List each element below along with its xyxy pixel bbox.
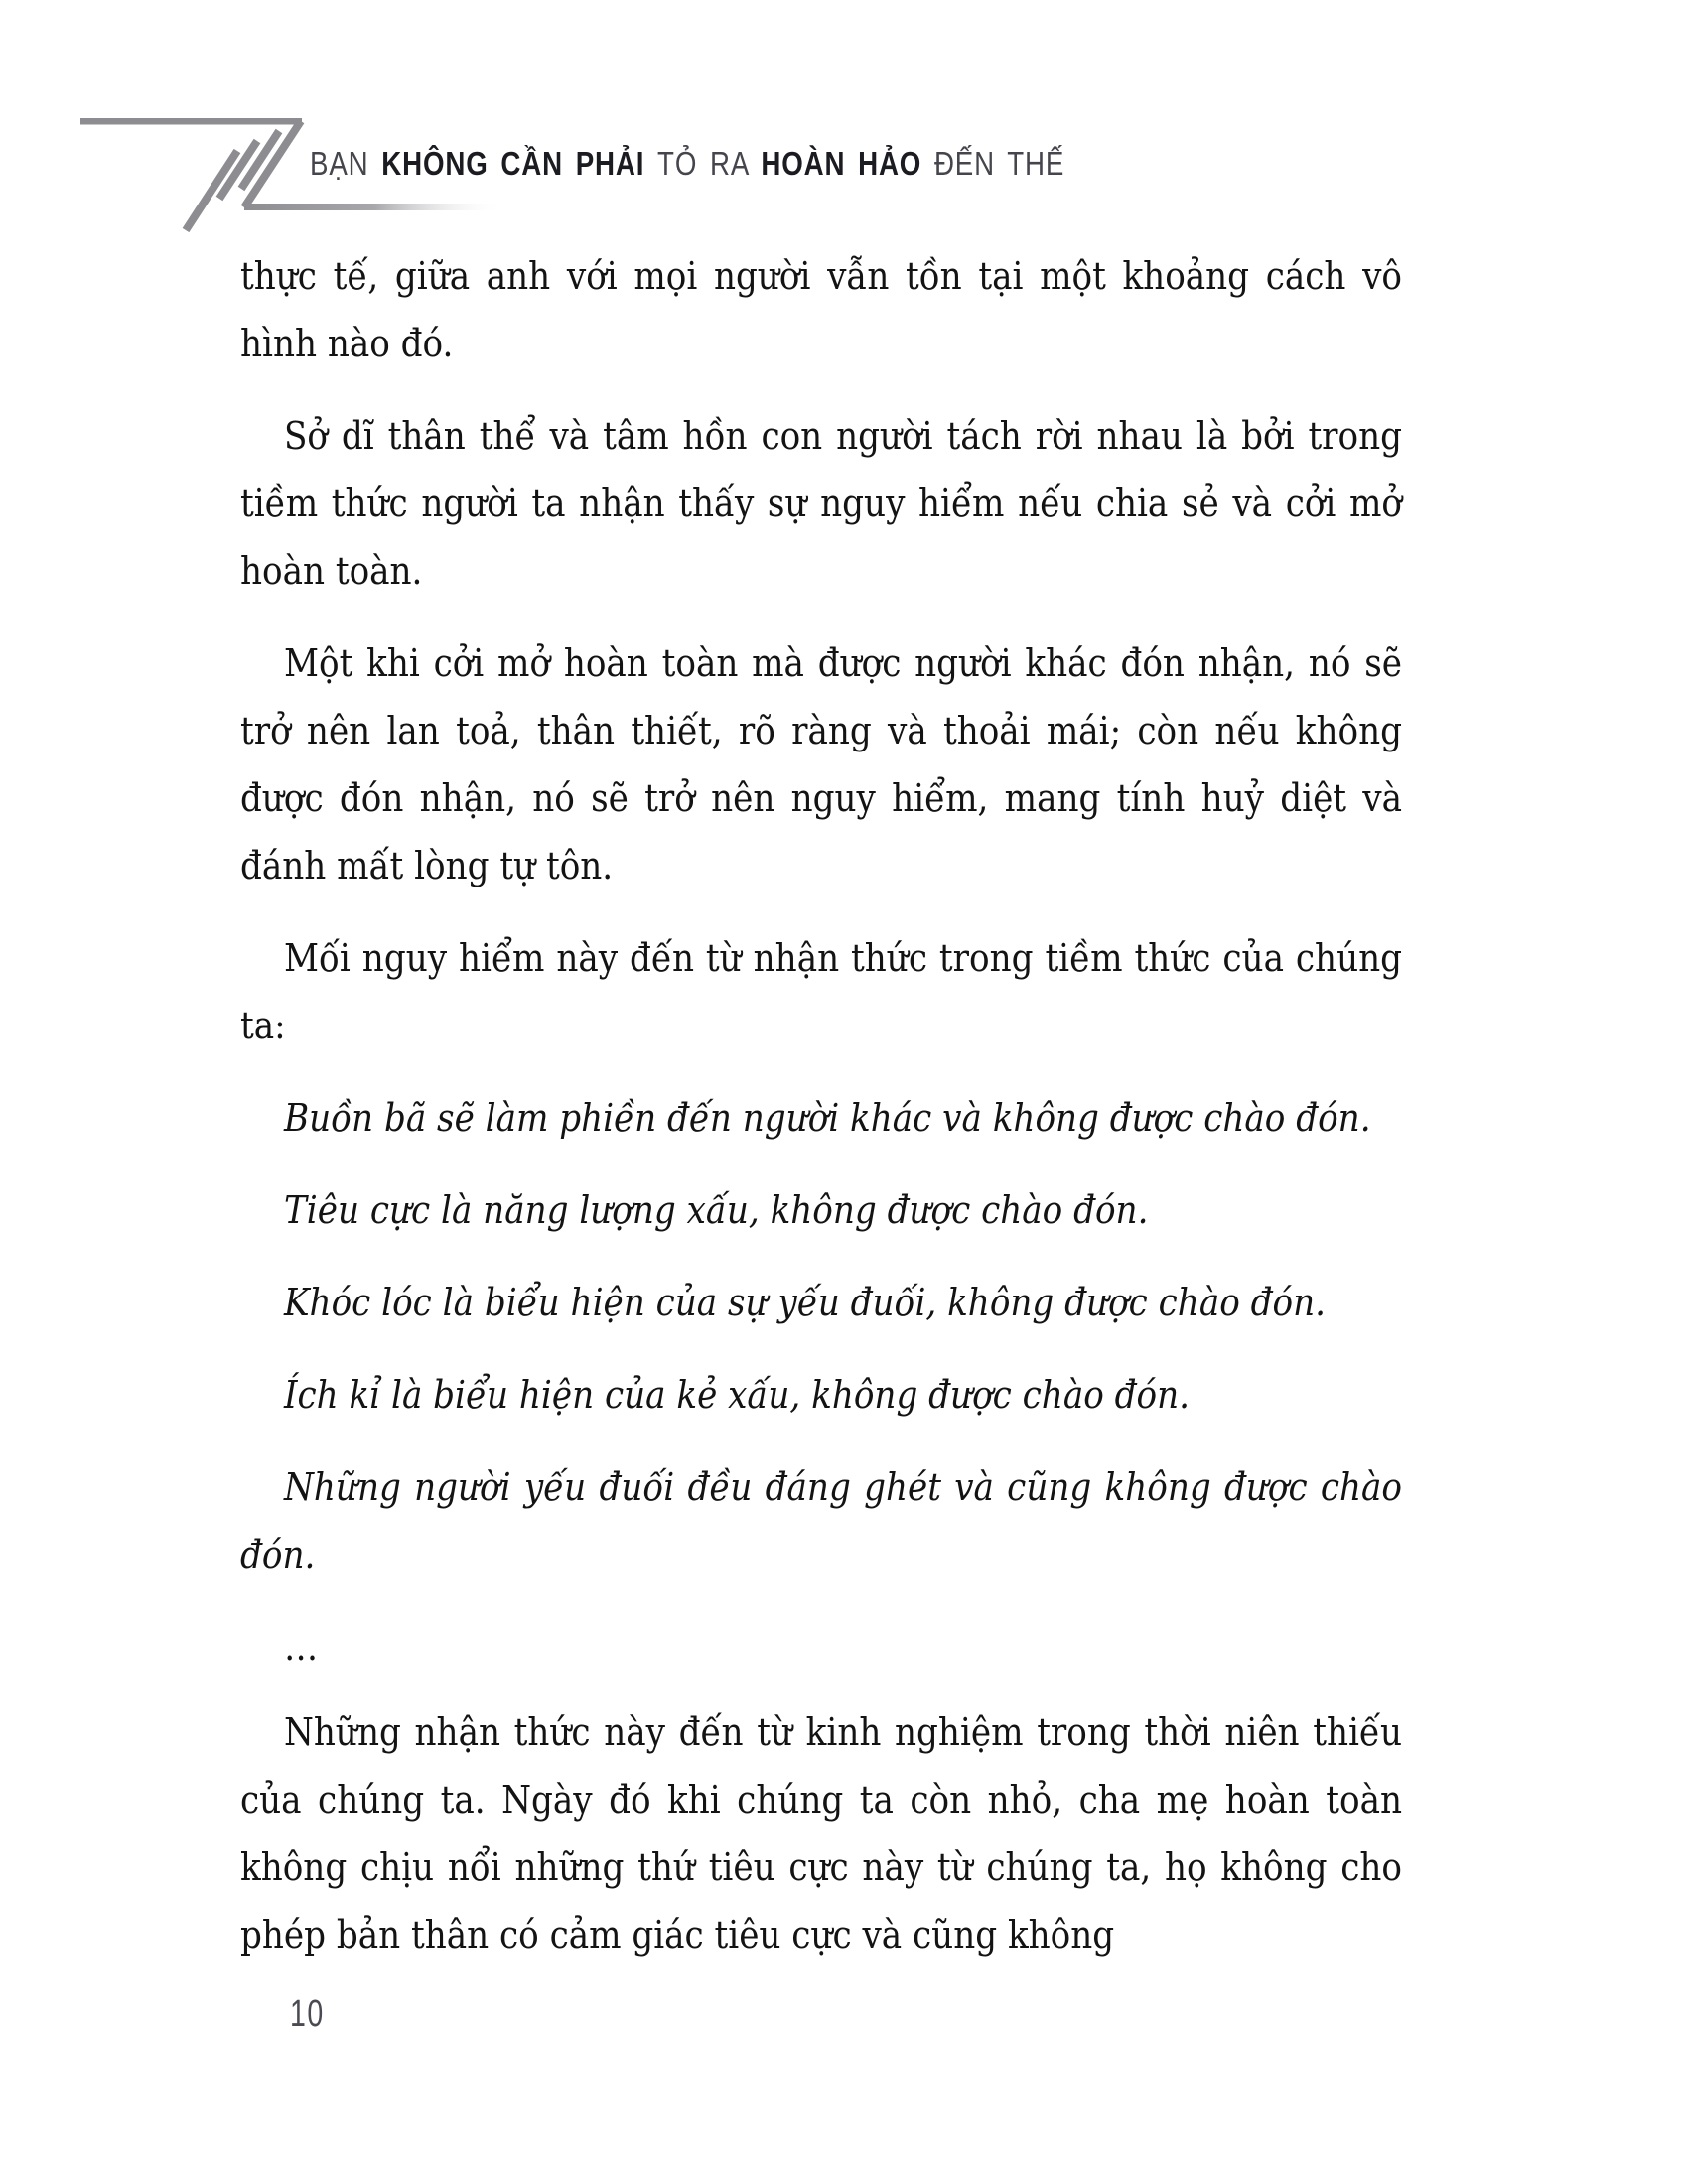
header-title-segment: TỎ RA [657, 145, 762, 182]
running-header-title [310, 147, 1064, 180]
header-title-segment: HOÀN HẢO [761, 145, 934, 182]
paragraph: Sở dĩ thân thể và tâm hồn con người tách rời nhau là bởi trong tiềm thức người ta nhận thấy sự nguy hiểm nếu chia sẻ và cởi mở hoàn toàn. [240, 414, 1402, 593]
header-title-segment: ĐẾN THẾ [933, 145, 1065, 182]
quote-paragraph: Tiêu cực là năng lượng xấu, không được chào đón. [284, 1188, 1149, 1232]
header-title-segment: KHÔNG CẦN PHẢI [381, 145, 658, 182]
quote-paragraph: Những người yếu đuối đều đáng ghét và cũng không được chào đón. [240, 1465, 1402, 1576]
quote-paragraph: Buồn bã sẽ làm phiền đến người khác và không được chào đón. [284, 1096, 1371, 1140]
quote-paragraph: Ích kỉ là biểu hiện của kẻ xấu, không được chào đón. [284, 1373, 1190, 1417]
quote-paragraph: Khóc lóc là biểu hiện của sự yếu đuối, không được chào đón. [284, 1281, 1326, 1324]
page-body-text [240, 242, 1402, 1993]
header-title-segment: BẠN [310, 145, 382, 182]
paragraph: Một khi cởi mở hoàn toàn mà được người khác đón nhận, nó sẽ trở nên lan toả, thân thiết, rõ ràng và thoải mái; còn nếu không được đón nhận, nó sẽ trở nên nguy hiểm, mang tính huỷ diệt và đánh mất lòng tự tôn. [240, 641, 1402, 887]
paragraph: Mối nguy hiểm này đến từ nhận thức trong tiềm thức của chúng ta: [240, 936, 1402, 1047]
ellipsis-line: … [284, 1625, 319, 1669]
paragraph: Những nhận thức này đến từ kinh nghiệm trong thời niên thiếu của chúng ta. Ngày đó khi chúng ta còn nhỏ, cha mẹ hoàn toàn không chịu nổi những thứ tiêu cực này từ chúng ta, họ không cho phép bản thân có cảm giác tiêu cực và cũng không [240, 1710, 1402, 1957]
page-number: 10 [290, 1993, 325, 2035]
paragraph: thực tế, giữa anh với mọi người vẫn tồn tại một khoảng cách vô hình nào đó. [240, 254, 1402, 365]
